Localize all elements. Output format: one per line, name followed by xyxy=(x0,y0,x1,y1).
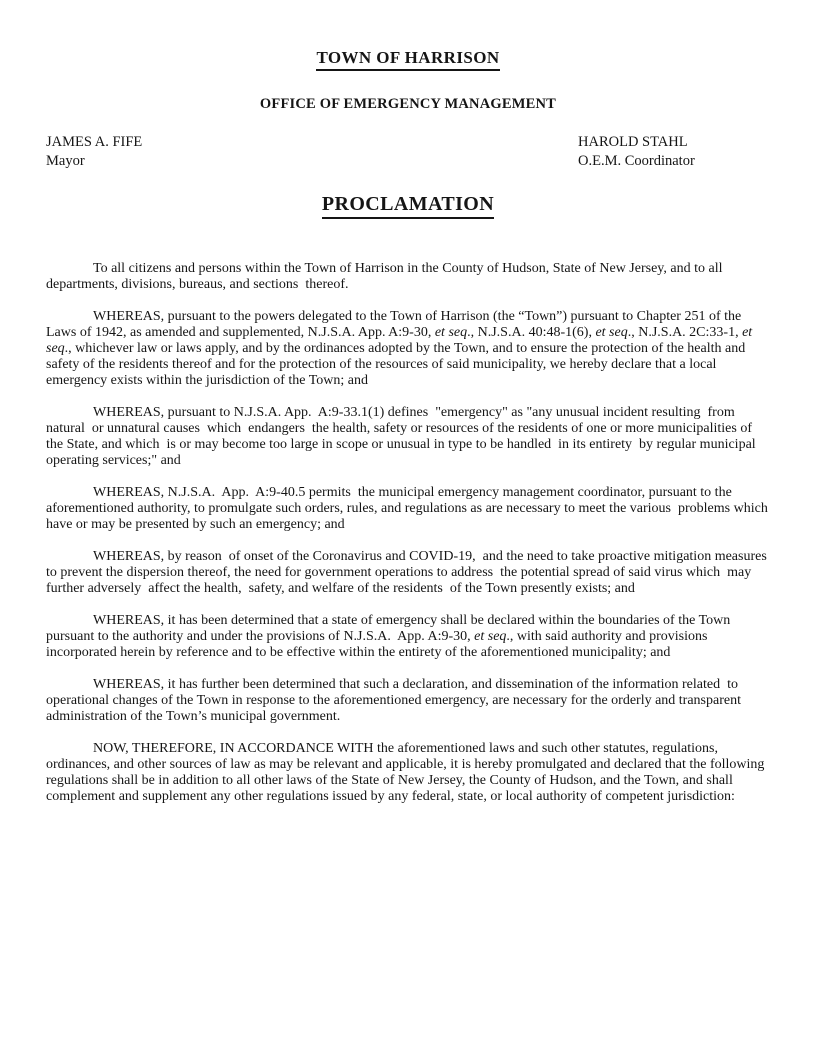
official-left-name: JAMES A. FIFE xyxy=(46,134,143,150)
official-right-title: O.E.M. Coordinator xyxy=(578,153,695,169)
paragraph xyxy=(46,677,770,725)
officials-row xyxy=(46,133,770,171)
document-title xyxy=(46,48,770,71)
document-subtitle: OFFICE OF EMERGENCY MANAGEMENT xyxy=(259,96,557,112)
paragraph-run: ., N.J.S.A. 40:48-1(6), xyxy=(467,325,596,340)
document-body xyxy=(46,261,774,805)
proclamation-heading-text: PROCLAMATION xyxy=(322,193,494,219)
paragraph-run: WHEREAS, by reason of onset of the Coronavirus and COVID-19, and the need to take proactive mitigation measures to prevent the dispersion thereof, the need for government operations to address the potential spread of said virus which may further adversely affect the health, safety, and welfare of the residents of the Town presently exists; and xyxy=(46,549,774,596)
document-title-text: TOWN OF HARRISON xyxy=(316,48,499,71)
paragraph xyxy=(46,261,770,293)
paragraph-run: WHEREAS, it has further been determined that such a declaration, and dissemination of the information related to operational changes of the Town in response to the aforementioned emergency, are necessary for the orderly and transparent administration of the Town’s municipal government. xyxy=(46,677,745,724)
paragraph-run: ., N.J.S.A. 2C:33-1, xyxy=(627,325,743,340)
paragraph xyxy=(46,485,770,533)
paragraph-run: WHEREAS, pursuant to N.J.S.A. App. A:9-33.1(1) defines "emergency" as "any unusual incident resulting from natural or unnatural causes which endangers the health, safety or resources of the residents of one or more municipalities of the State, and which is or may become too large in scope or unusual in type to be handled in its entirety by regular municipal operating services;" and xyxy=(46,405,760,468)
official-left xyxy=(46,133,142,171)
proclamation-heading xyxy=(46,193,770,219)
paragraph xyxy=(46,613,770,661)
paragraph xyxy=(46,549,774,597)
paragraph-run-italic: et seq xyxy=(46,325,756,356)
paragraph-run: ., whichever law or laws apply, and by the ordinances adopted by the Town, and to ensure the protection of the health and safety of the residents thereof and for the protection of the resources of said municipality, we hereby declare that a local emergency exists within the jurisdiction of the Town; and xyxy=(46,341,749,388)
paragraph-run-italic: et seq xyxy=(474,629,507,644)
paragraph-run-italic: et seq xyxy=(595,325,628,340)
paragraph-run: WHEREAS, it has been determined that a state of emergency shall be declared within the boundaries of the Town pursuant to the authority and under the provisions of N.J.S.A. App. A:9-30, xyxy=(46,613,734,644)
paragraph-run: To all citizens and persons within the Town of Harrison in the County of Hudson, State of New Jersey, and to all departments, divisions, bureaus, and sections thereof. xyxy=(46,261,726,292)
paragraph xyxy=(46,405,770,469)
official-left-title: Mayor xyxy=(46,153,85,169)
paragraph-run: NOW, THEREFORE, IN ACCORDANCE WITH the aforementioned laws and such other statutes, regulations, ordinances, and other sources of law as may be relevant and applicable, it is hereby promulgated and declared that the following regulations shall be in addition to all other laws of the State of New Jersey, the County of Hudson, and the Town, and shall complement and supplement any other regulations issued by any federal, state, or local authority of competent jurisdiction: xyxy=(46,741,768,804)
paragraph-run: WHEREAS, pursuant to the powers delegated to the Town of Harrison (the “Town”) pursuant to Chapter 251 of the Laws of 1942, as amended and supplemented, N.J.S.A. App. A:9-30, xyxy=(46,309,745,340)
official-right-name: HAROLD STAHL xyxy=(578,134,688,150)
paragraph-run: WHEREAS, N.J.S.A. App. A:9-40.5 permits the municipal emergency management coordinator, pursuant to the aforementioned authority, to promulgate such orders, rules, and regulations as are necessary to meet the various problems which have or may be presented by such an emergency; and xyxy=(46,485,772,532)
paragraph-run-italic: et seq xyxy=(434,325,468,340)
official-right xyxy=(578,133,770,171)
paragraph xyxy=(46,741,770,805)
paragraph xyxy=(46,309,770,389)
paragraph-run: ., with said authority and provisions incorporated herein by reference and to be effective within the entirety of the aforementioned municipality; and xyxy=(46,629,711,660)
